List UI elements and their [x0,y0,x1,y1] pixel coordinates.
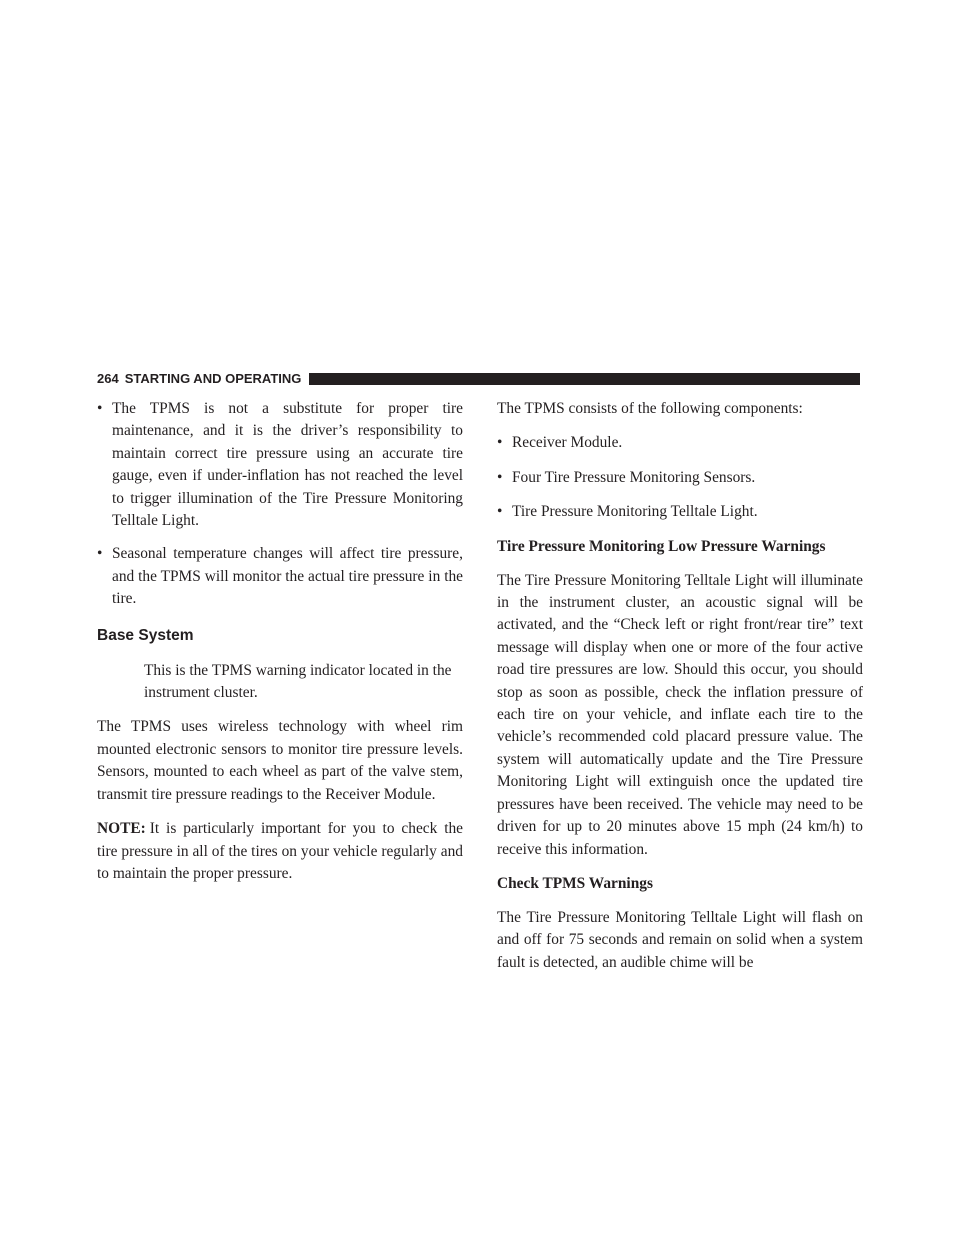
bullet-icon: • [497,468,503,486]
note-text: It is particularly important for you to check the tire pressure in all of the tires on your vehicle regularly and to maintain the proper pressure. [97,820,463,882]
header-rule [309,373,860,385]
list-item [497,432,863,454]
bullet-icon: • [97,545,103,563]
tpms-warning-icon [97,660,144,704]
component-text: Four Tire Pressure Monitoring Sensors. [512,468,756,486]
indicator-row [97,660,463,705]
indicator-description: This is the TPMS warning indicator located in the instrument cluster. [144,661,452,702]
check-tpms-paragraph: The Tire Pressure Monitoring Telltale Light will flash on and off for 75 seconds and remain on solid when a system fault is detected, an audible chime will be [497,908,863,971]
component-text: Receiver Module. [512,434,623,452]
page-number: 264 [97,371,119,386]
bullet-icon: • [497,434,503,452]
bullet-icon: • [97,400,103,417]
list-item [97,543,463,610]
note-label: NOTE: [97,820,146,838]
tpms-technology-paragraph: The TPMS uses wireless technology with wheel rim mounted electronic sensors to monitor tire pressure levels. Sensors, mounted to each wheel as part of the valve stem, transmit tire pressure readings to the Receiver Module. [97,718,463,803]
list-item [497,501,863,523]
check-tpms-heading: Check TPMS Warnings [497,874,653,892]
components-intro: The TPMS consists of the following components: [497,400,803,417]
section-title: STARTING AND OPERATING [124,371,302,386]
list-item [497,467,863,489]
bullet-text: The TPMS is not a substitute for proper tire maintenance, and it is the driver’s responsibility to maintain correct tire pressure using an accurate tire gauge, even if under-inflation has not reached the level to trigger illumination of the Tire Pressure Monitoring Telltale Light. [112,400,463,530]
list-item [97,398,463,532]
right-column [497,398,863,986]
low-pressure-heading: Tire Pressure Monitoring Low Pressure Warnings [497,537,826,555]
bullet-text: Seasonal temperature changes will affect tire pressure, and the TPMS will monitor the actual tire pressure in the tire. [112,545,463,608]
note-paragraph [97,818,463,885]
base-system-heading: Base System [97,626,194,644]
components-list [497,432,863,523]
component-text: Tire Pressure Monitoring Telltale Light. [512,503,758,521]
page-header [97,371,860,387]
bullet-icon: • [497,503,503,521]
low-pressure-paragraph: The Tire Pressure Monitoring Telltale Light will illuminate in the instrument cluster, an acoustic signal will be activated, and the “Check left or right front/rear tire” text message will display when one or more of the four active road tire pressures are low. Should this occur, you should stop as soon as possible, check the inflation pressure of each tire on your vehicle, and inflate each tire to the vehicle’s recommended cold placard pressure value. The system will automatically update and the Tire Pressure Monitoring Light will extinguish once the updated tire pressures have been received. The vehicle may need to be driven for up to 20 minutes above 15 mph (24 km/h) to receive this information. [497,571,863,858]
tpms-notes-list [97,398,463,611]
left-column [97,398,463,897]
